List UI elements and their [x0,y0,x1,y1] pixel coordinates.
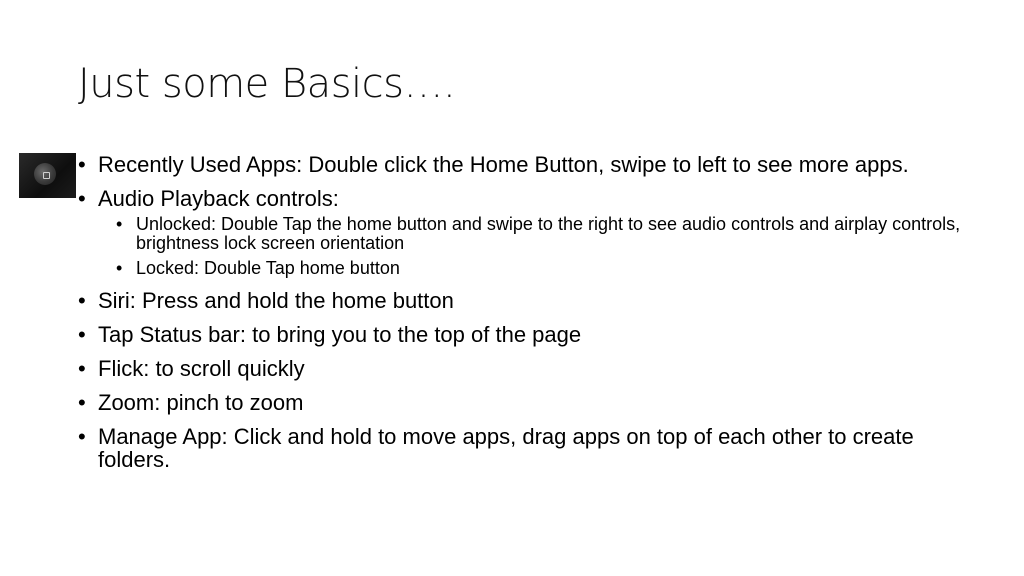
bullet-text: Recently Used Apps: Double click the Home Button, swipe to left to see more apps. [98,152,909,177]
bullet-item [78,357,988,380]
bullet-item [78,425,988,471]
bullet-item [78,323,988,346]
bullet-item [78,391,988,414]
home-button-square [43,172,50,179]
sub-bullet-list [116,215,988,278]
home-button-icon [19,153,76,198]
bullet-text: Siri: Press and hold the home button [98,288,454,313]
bullet-item [78,153,988,176]
bullet-content [78,153,988,482]
sub-bullet-item [116,215,988,253]
slide-title: Just some Basics…. [78,61,456,107]
sub-bullet-item [116,259,988,278]
bullet-text: Tap Status bar: to bring you to the top of the page [98,322,582,347]
bullet-item [78,289,988,312]
bullet-list [78,153,988,471]
bullet-item [78,187,988,278]
bullet-text: Flick: to scroll quickly [98,356,305,381]
bullet-text: Zoom: pinch to zoom [98,390,304,415]
bullet-text: Manage App: Click and hold to move apps, drag apps on top of each other to create folders. [98,424,914,472]
sub-bullet-text: Unlocked: Double Tap the home button and swipe to the right to see audio controls and airplay controls, brightness lock screen orientation [136,214,961,253]
bullet-text: Audio Playback controls: [98,186,339,211]
sub-bullet-text: Locked: Double Tap home button [136,258,400,278]
